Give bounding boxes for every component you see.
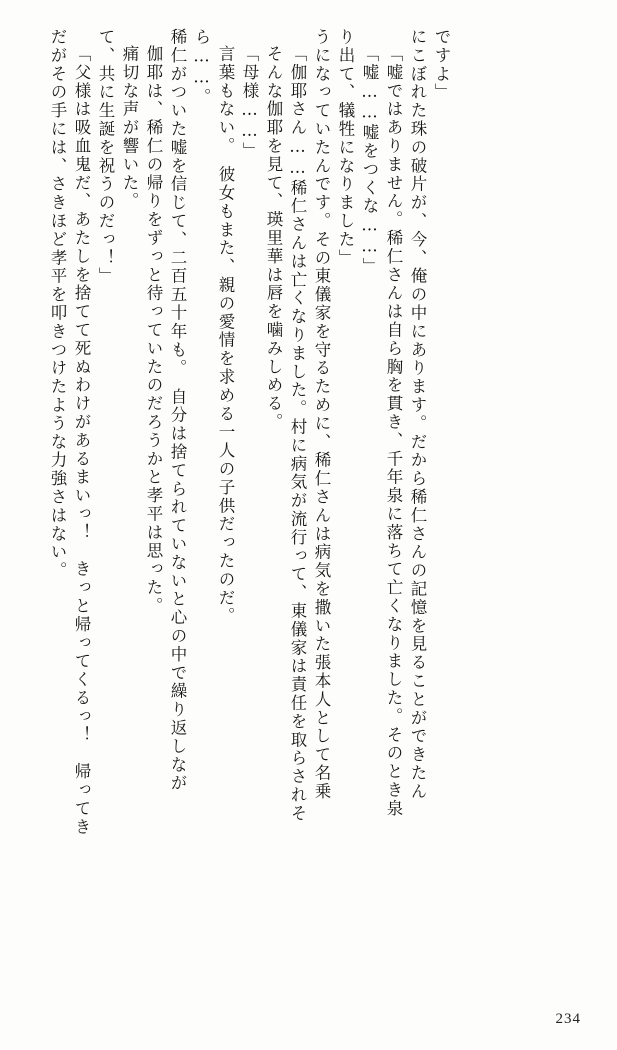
text-column: うになっていたんです。その東儀家を守るために、稀仁さんは病気を撒いた張本人として名乗 [312,28,331,801]
text-column: そんな伽耶を見て、瑛里華は唇を噛みしめる。 [264,45,283,432]
text-column: ですよ」 [432,28,451,102]
text-column: ら……。 [192,28,211,107]
text-column: 稀仁がついた嘘を信じて、二百五十年も。 自分は捨てられていないと心の中で繰り返しなが [168,28,187,793]
text-column: だがその手には、さきほど孝平を叩きつけたような力強さはない。 [48,28,67,580]
text-column: 「伽耶さん……稀仁さんは亡くなりました。村に病気が流行って、東儀家は責任を取らされそ [288,45,307,823]
vertical-text-block [41,28,581,980]
text-column: 「父様は吸血鬼だ、あたしを捨てて死ぬわけがあるまいっ！ きっと帰ってくるっ！ 帰ってき [72,45,91,837]
text-column: り出て、犠牲になりました」 [336,28,355,268]
text-column: 痛切な声が響いた。 [120,45,139,211]
text-column: 伽耶は、稀仁の帰りをずっと待っていたのだろうかと孝平は思った。 [144,45,163,616]
text-column: 「嘘ではありません。稀仁さんは自ら胸を貫き、千年泉に落ちて亡くなりました。そのとき泉 [384,45,403,818]
text-column: 「嘘……嘘をつくな……」 [360,45,379,276]
page-number: 234 [555,1011,581,1027]
text-column: 「母様……」 [240,45,259,161]
text-column: にこぼれた珠の破片が、今、俺の中にあります。だから稀仁さんの記憶を見ることができたん [408,28,427,801]
text-column: 言葉もない。 彼女もまた、親の愛情を求める一人の子供だったのだ。 [216,45,235,626]
text-column: て、共に生誕を祝うのだっ！」 [96,28,115,286]
